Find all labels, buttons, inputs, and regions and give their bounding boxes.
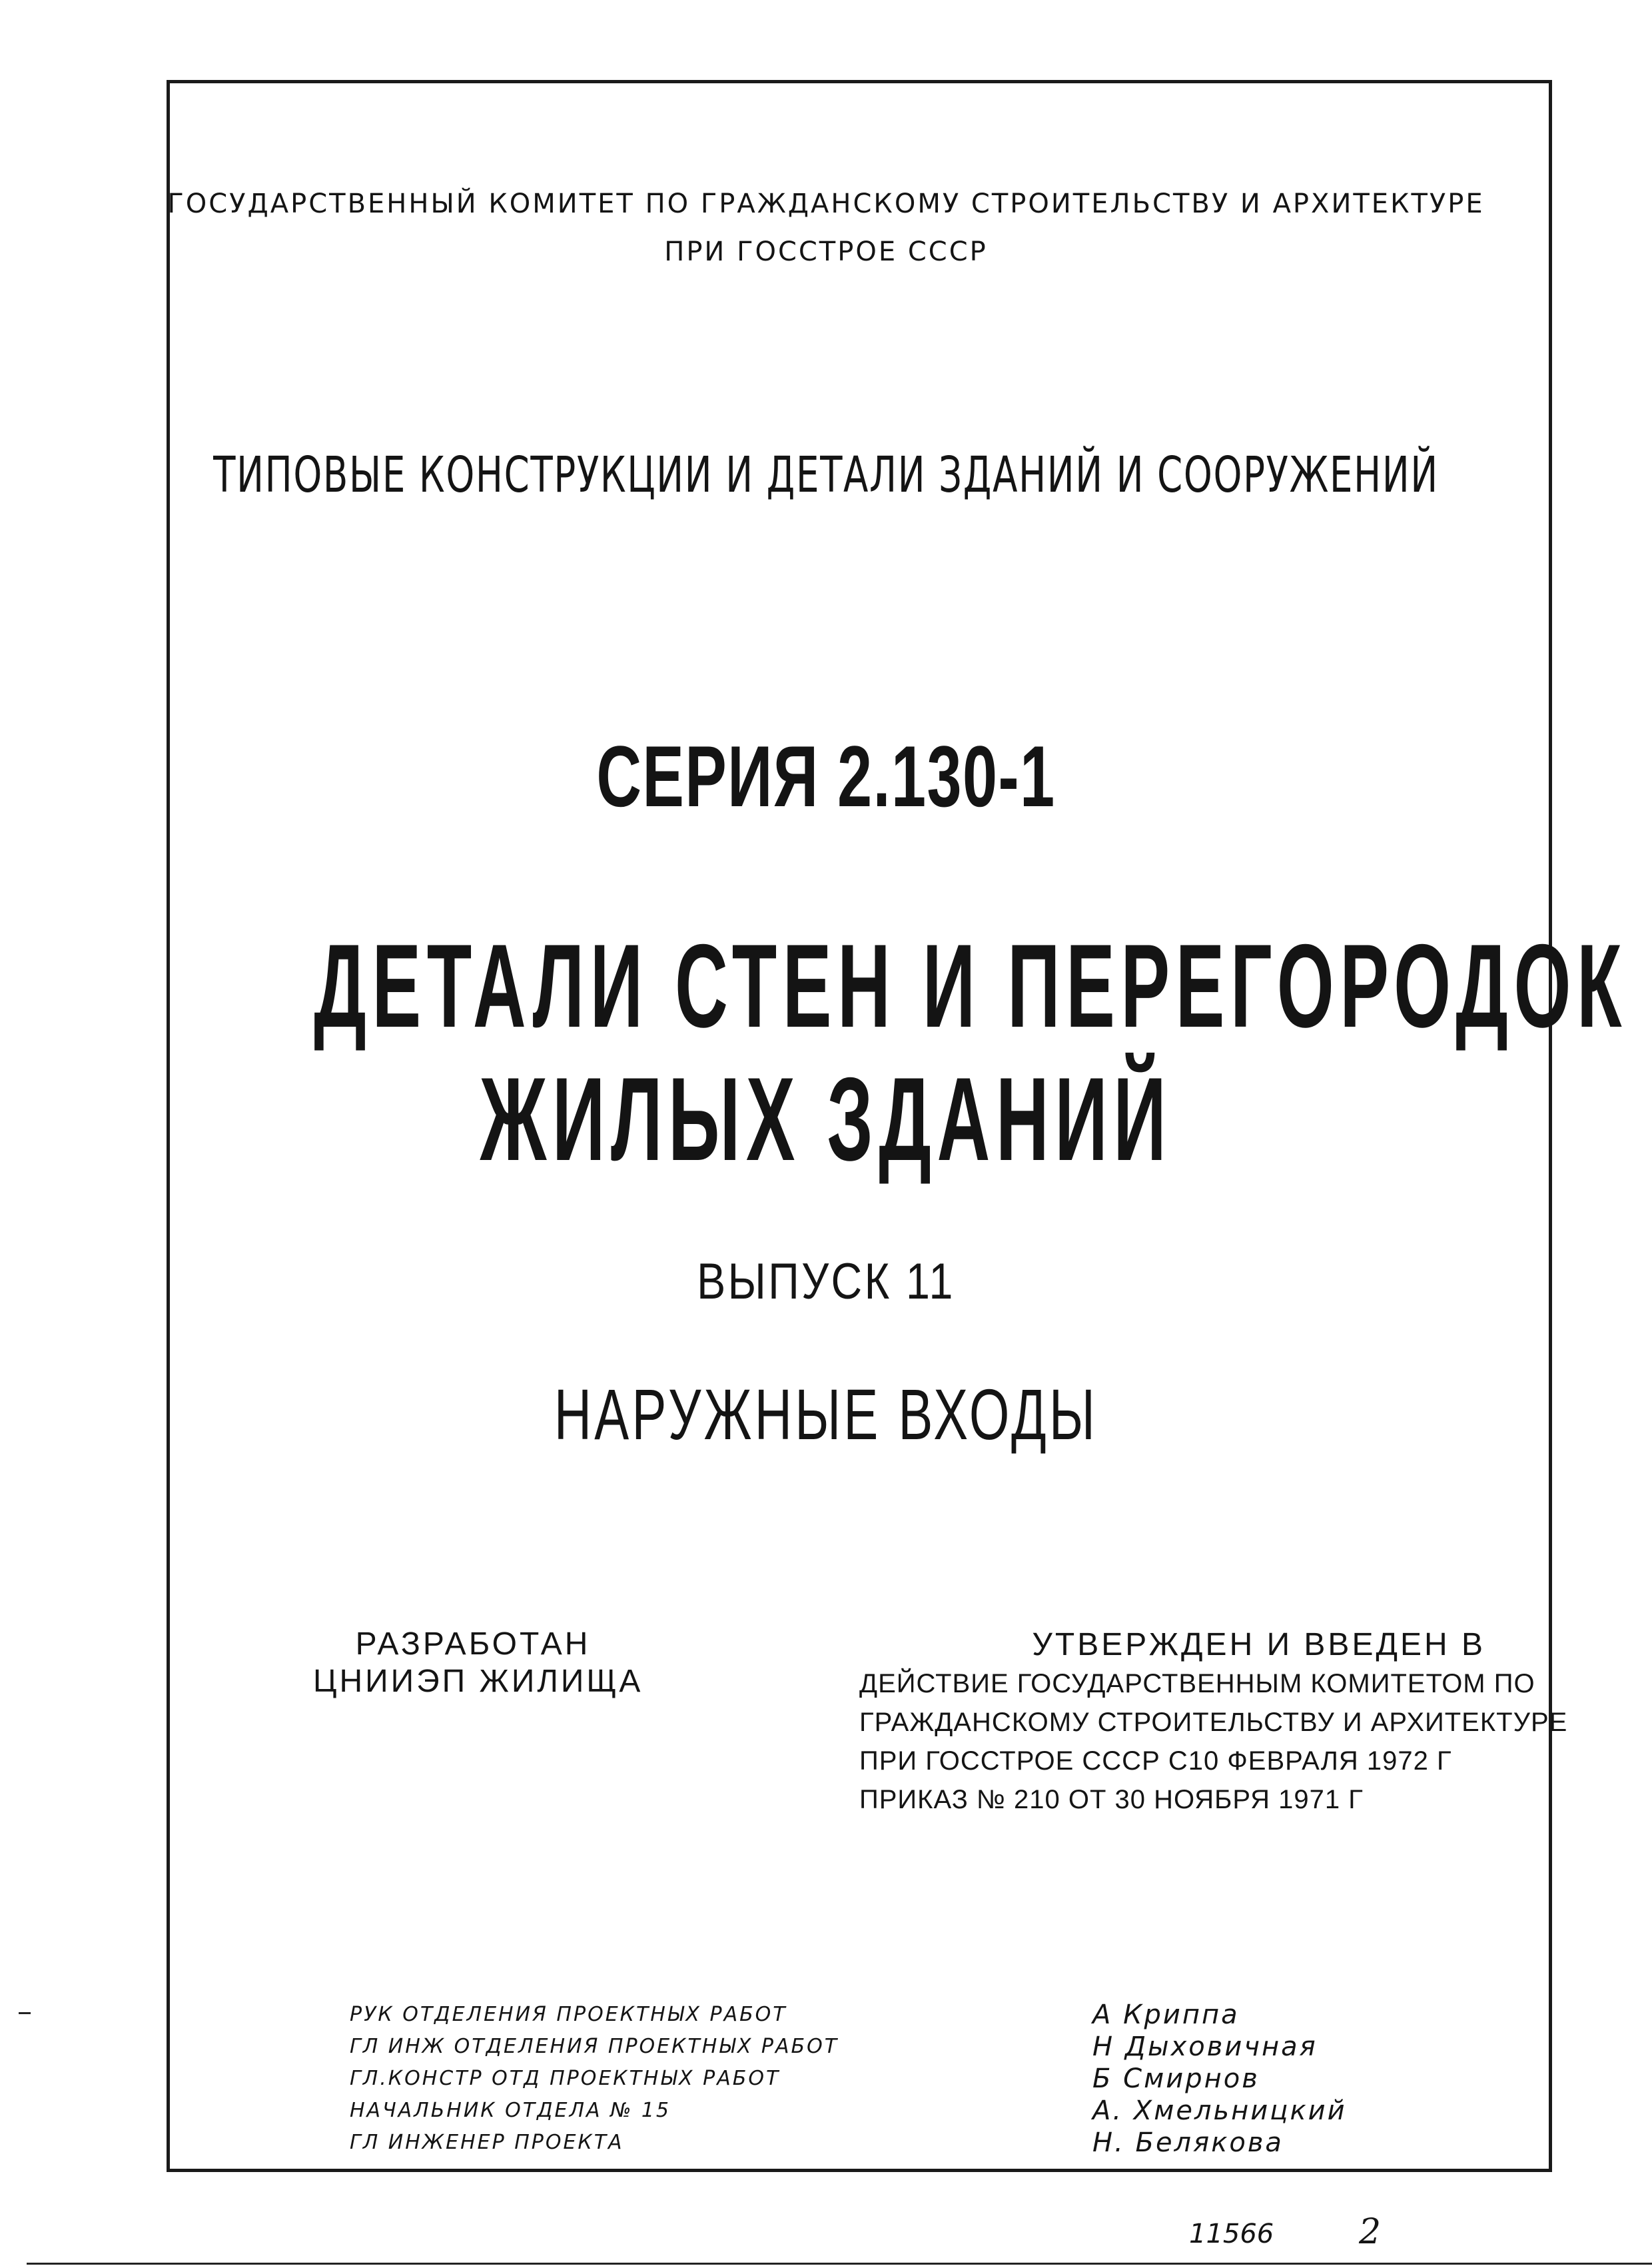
issue-subject: НАРУЖНЫЕ ВХОДЫ	[554, 1374, 1098, 1454]
approval-line-5: ПРИКАЗ № 210 ОТ 30 НОЯБРЯ 1971 Г	[859, 1785, 1364, 1814]
approval-line-2: ДЕЙСТВИЕ ГОСУДАРСТВЕННЫМ КОМИТЕТОМ ПО	[859, 1669, 1535, 1698]
name-item: Н Дыховичная	[1092, 2031, 1318, 2062]
developer-label: РАЗРАБОТАН	[355, 1626, 591, 1662]
name-item: А. Хмельницкий	[1092, 2095, 1347, 2126]
approval-line-3: ГРАЖДАНСКОМУ СТРОИТЕЛЬСТВУ И АРХИТЕКТУРЕ	[859, 1708, 1568, 1737]
approval-block	[859, 1626, 1568, 1819]
archive-number: 11566	[1189, 2219, 1274, 2249]
staff-roles	[350, 1999, 839, 2159]
approval-line-4: ПРИ ГОССТРОЕ СССР С10 ФЕВРАЛЯ 1972 Г	[859, 1746, 1452, 1776]
series-title: ТИПОВЫЕ КОНСТРУКЦИИ И ДЕТАЛИ ЗДАНИЙ И СООРУЖЕНИЙ	[213, 446, 1439, 504]
main-title-line-2: ЖИЛЫХ ЗДАНИЙ	[480, 1053, 1172, 1185]
margin-tick	[19, 2012, 31, 2014]
role-item: РУК ОТДЕЛЕНИЯ ПРОЕКТНЫХ РАБОТ	[350, 2003, 787, 2026]
name-item: А Криппа	[1092, 1999, 1240, 2030]
issue-number: ВЫПУСК 11	[697, 1253, 955, 1310]
approval-line-1: УТВЕРЖДЕН И ВВЕДЕН В	[1032, 1627, 1485, 1662]
page-number: 2	[1359, 2212, 1382, 2252]
committee-line-1: ГОСУДАРСТВЕННЫЙ КОМИТЕТ ПО ГРАЖДАНСКОМУ СТРОИТЕЛЬСТВУ И АРХИТЕКТУРЕ	[167, 189, 1485, 219]
committee-header	[0, 180, 1652, 276]
series-number: СЕРИЯ 2.130-1	[596, 728, 1056, 825]
committee-line-2: ПРИ ГОССТРОЕ СССР	[664, 237, 988, 267]
developer-org: ЦНИИЭП ЖИЛИЩА	[313, 1664, 643, 1699]
name-item: Н. Белякова	[1092, 2127, 1284, 2158]
signature-line	[27, 2263, 1652, 2265]
main-title-line-1: ДЕТАЛИ СТЕН И ПЕРЕГОРОДОК	[314, 919, 1628, 1052]
name-item: Б Смирнов	[1092, 2063, 1260, 2094]
role-item: ГЛ ИНЖЕНЕР ПРОЕКТА	[350, 2131, 624, 2154]
developer-block	[313, 1626, 643, 1700]
role-item: ГЛ.КОНСТР ОТД ПРОЕКТНЫХ РАБОТ	[350, 2067, 781, 2090]
role-item: НАЧАЛЬНИК ОТДЕЛА № 15	[350, 2099, 671, 2122]
staff-names	[1092, 1999, 1347, 2159]
role-item: ГЛ ИНЖ ОТДЕЛЕНИЯ ПРОЕКТНЫХ РАБОТ	[350, 2035, 839, 2058]
